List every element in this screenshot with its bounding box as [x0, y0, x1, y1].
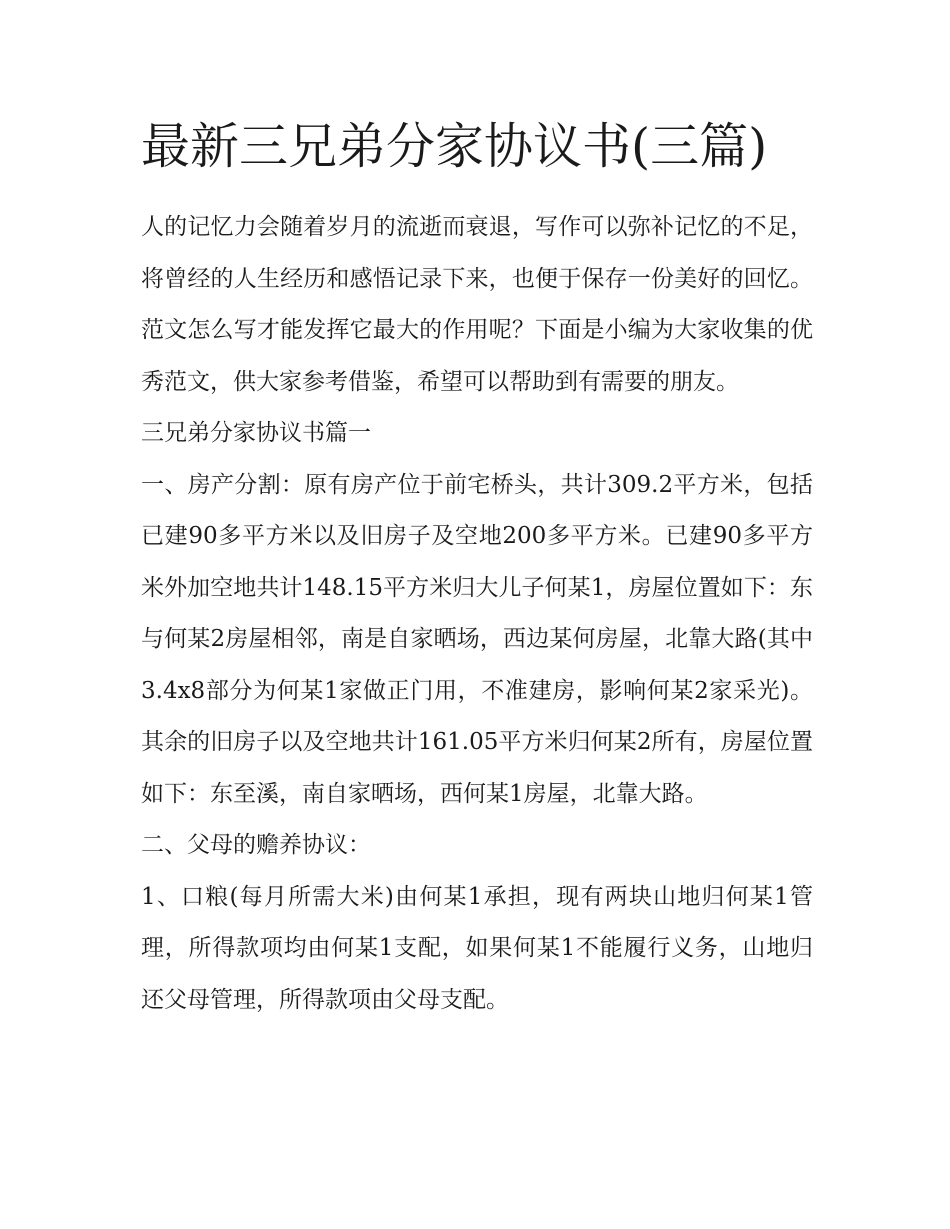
intro-paragraph: 人的记忆力会随着岁月的流逝而衰退，写作可以弥补记忆的不足，将曾经的人生经历和感悟记录下来，也便于保存一份美好的回忆。范文怎么写才能发挥它最大的作用呢？下面是小编为大家收集的优秀范文，供大家参考借鉴，希望可以帮助到有需要的朋友。 [141, 214, 813, 395]
clause-support-heading: 二、父母的赡养协议： [141, 832, 371, 858]
section-heading: 三兄弟分家协议书篇一 [141, 420, 371, 446]
document-title: 最新三兄弟分家协议书(三篇) [141, 118, 768, 175]
clause-support-item-1: 1、口粮(每月所需大米)由何某1承担，现有两块山地归何某1管理，所得款项均由何某1支配，如果何某1不能履行义务，山地归还父母管理，所得款项由父母支配。 [141, 883, 813, 1013]
clause-property-division: 一、房产分割：原有房产位于前宅桥头，共计309.2平方米，包括已建90多平方米以及旧房子及空地200多平方米。已建90多平方米外加空地共计148.15平方米归大儿子何某1，房屋位置如下：东与何某2房屋相邻，南是自家晒场，西边某何房屋，北靠大路(其中3.4x8部分为何某1家做正门用，不准建房，影响何某2家采光)。其余的旧房子以及空地共计161.05平方米归何某2所有，房屋位置如下：东至溪，南自家晒场，西何某1房屋，北靠大路。 [141, 471, 813, 807]
document-page [141, 112, 813, 1026]
